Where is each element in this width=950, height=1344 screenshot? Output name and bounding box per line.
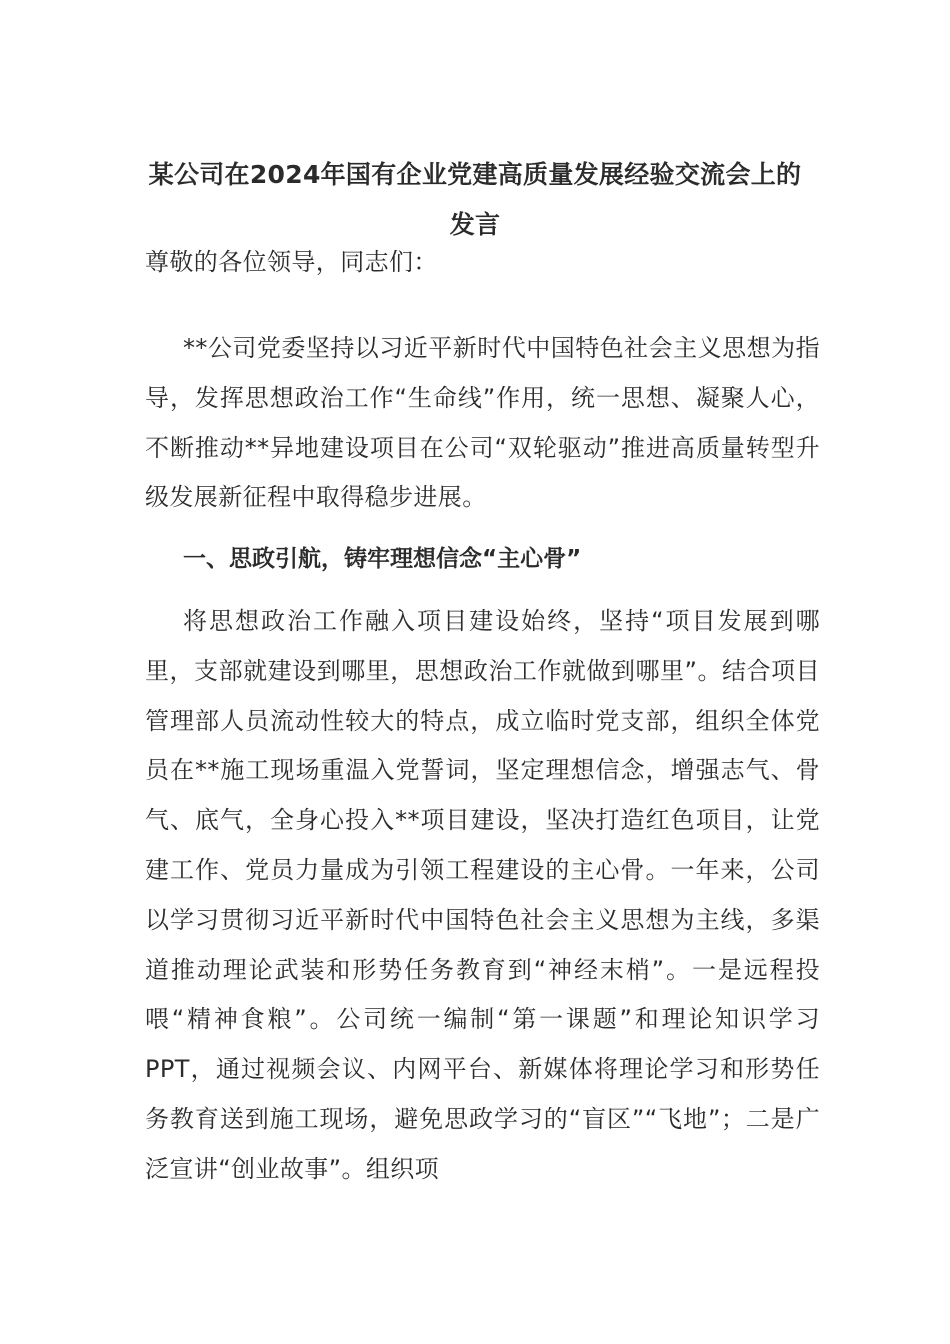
paragraph-intro: **公司党委坚持以习近平新时代中国特色社会主义思想为指导，发挥思想政治工作“生命线”作用，统一思想、凝聚人心，不断推动**异地建设项目在公司“双轮驱动”推进高质量转型升级发展新征程中取得稳步进展。	[145, 334, 820, 512]
paragraph-section-1: 将思想政治工作融入项目建设始终，坚持“项目发展到哪里，支部就建设到哪里，思想政治工作就做到哪里”。结合项目管理部人员流动性较大的特点，成立临时党支部，组织全体党员在**施工现场重温入党誓词，坚定理想信念，增强志气、骨气、底气，全身心投入**项目建设，坚决打造红色项目，让党建工作、党员力量成为引领工程建设的主心骨。一年来，公司以学习贯彻习近平新时代中国特色社会主义思想为主线，多渠道推动理论武装和形势任务教育到“神经末梢”。一是远程投喂“精神食粮”。公司统一编制“第一课题”和理论知识学习 PPT，通过视频会议、内网平台、新媒体将理论学习和形势任务教育送到施工现场，避免思政学习的“盲区”“飞地”；二是广泛宣讲“创业故事”。组织项	[145, 607, 820, 1183]
section-heading-1: 一、思政引航，铸牢理想信念“主心骨”	[183, 546, 582, 572]
salutation: 尊敬的各位领导，同志们：	[145, 248, 438, 276]
document-title: 某公司在2024年国有企业党建高质量发展经验交流会上的发言	[148, 160, 802, 239]
